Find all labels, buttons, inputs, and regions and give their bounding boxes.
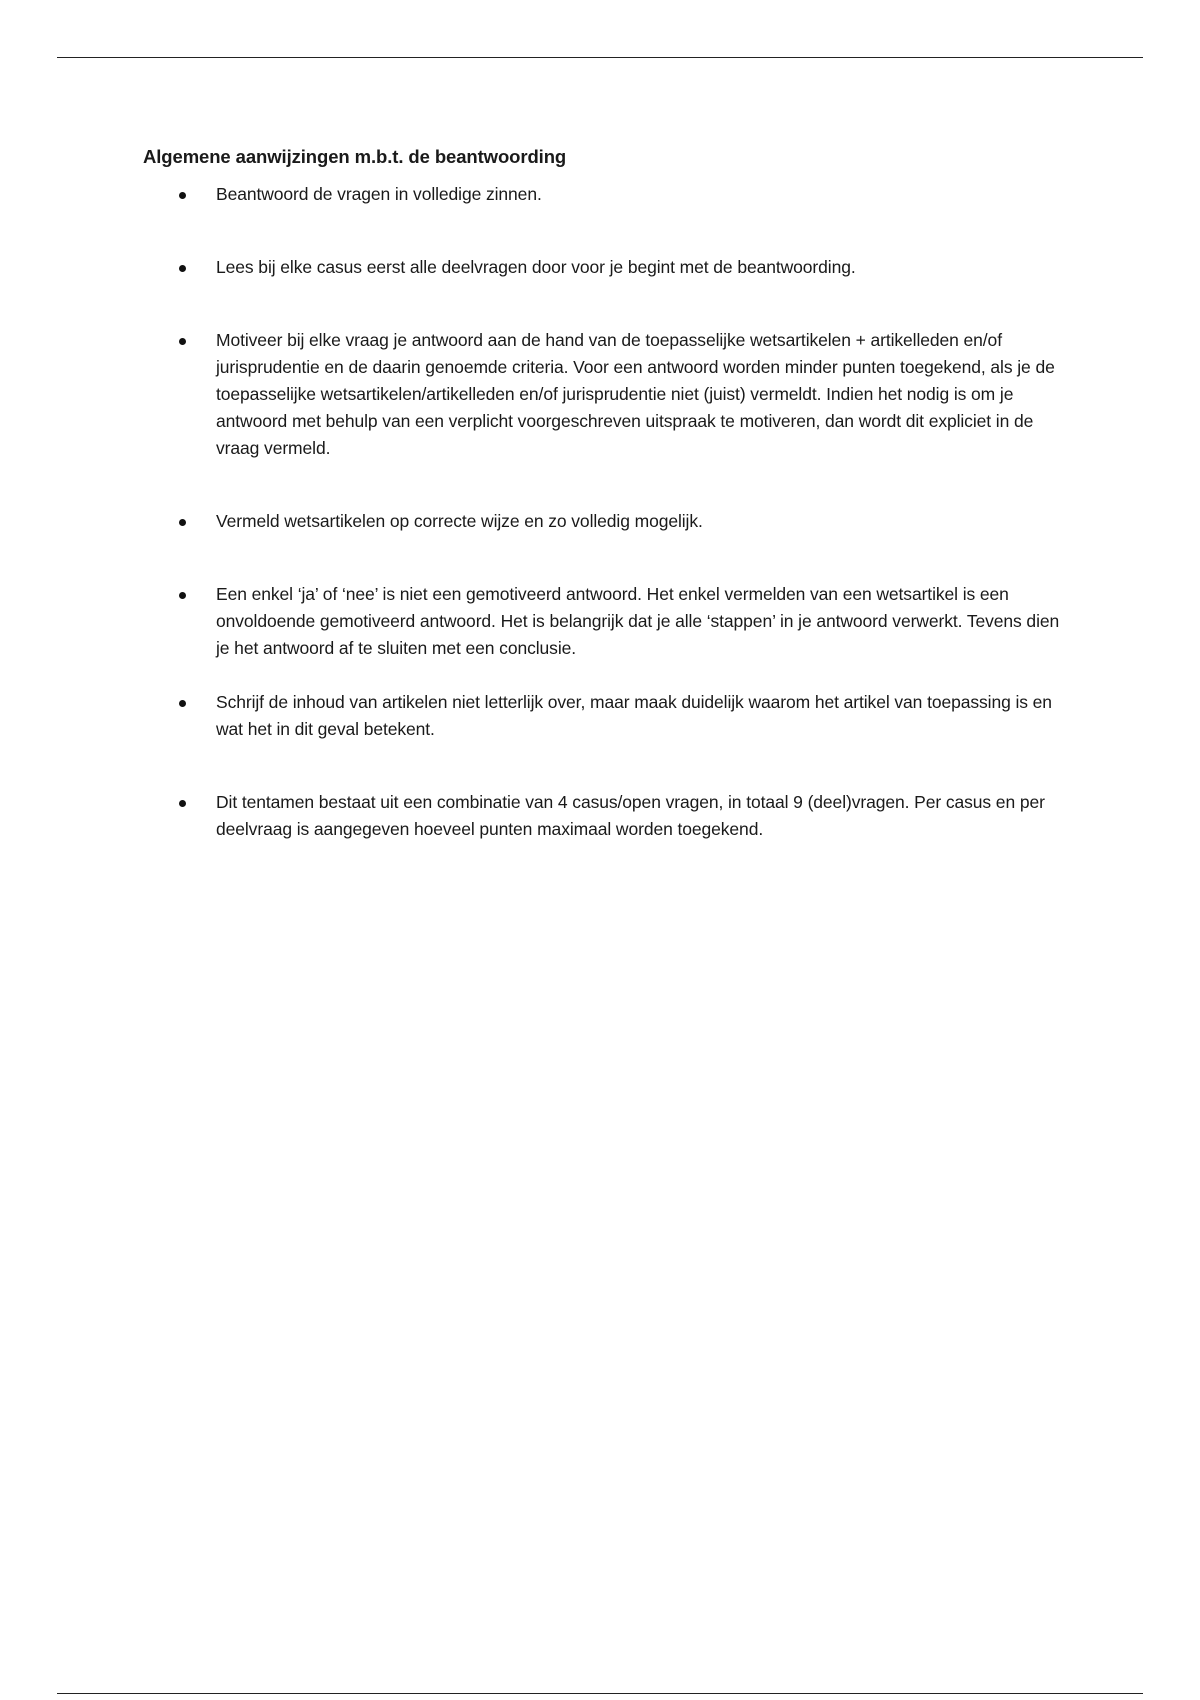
instruction-list [143, 181, 1073, 843]
instruction-text: Vermeld wetsartikelen op correcte wijze en zo volledig mogelijk. [216, 511, 703, 531]
bullet-icon [179, 338, 186, 345]
bullet-icon [179, 592, 186, 599]
instruction-text: Dit tentamen bestaat uit een combinatie van 4 casus/open vragen, in totaal 9 (deel)vragen. Per casus en per deelvraag is aangegeven hoeveel punten maximaal worden toegekend. [216, 792, 1045, 839]
instruction-text: Lees bij elke casus eerst alle deelvragen door voor je begint met de beantwoording. [216, 257, 856, 277]
instruction-item [143, 789, 1073, 843]
instruction-item [143, 508, 1073, 535]
instruction-item [143, 581, 1073, 662]
bullet-icon [179, 700, 186, 707]
bullet-icon [179, 265, 186, 272]
bullet-icon [179, 192, 186, 199]
instruction-item [143, 254, 1073, 281]
footer-rule [57, 1693, 1143, 1694]
instruction-item [143, 181, 1073, 208]
instruction-text: Beantwoord de vragen in volledige zinnen. [216, 184, 542, 204]
instruction-text: Schrijf de inhoud van artikelen niet letterlijk over, maar maak duidelijk waarom het artikel van toepassing is en wat het in dit geval betekent. [216, 692, 1052, 739]
instruction-text: Motiveer bij elke vraag je antwoord aan de hand van de toepasselijke wetsartikelen + artikelleden en/of jurisprudentie en de daarin genoemde criteria. Voor een antwoord worden minder punten toegekend, als je de toepasselijke wetsartikelen/artikelleden en/of jurisprudentie niet (juist) vermeldt. Indien het nodig is om je antwoord met behulp van een verplicht voorgeschreven uitspraak te motiveren, dan wordt dit expliciet in de vraag vermeld. [216, 330, 1055, 458]
instruction-text: Een enkel ‘ja’ of ‘nee’ is niet een gemotiveerd antwoord. Het enkel vermelden van een wetsartikel is een onvoldoende gemotiveerd antwoord. Het is belangrijk dat je alle ‘stappen’ in je antwoord verwerkt. Tevens dien je het antwoord af te sluiten met een conclusie. [216, 584, 1060, 658]
header-rule [57, 57, 1143, 58]
bullet-icon [179, 800, 186, 807]
instruction-item [143, 327, 1073, 462]
section-heading: Algemene aanwijzingen m.b.t. de beantwoording [143, 146, 567, 167]
bullet-icon [179, 519, 186, 526]
document-body [143, 143, 1073, 843]
instruction-item [143, 689, 1073, 743]
